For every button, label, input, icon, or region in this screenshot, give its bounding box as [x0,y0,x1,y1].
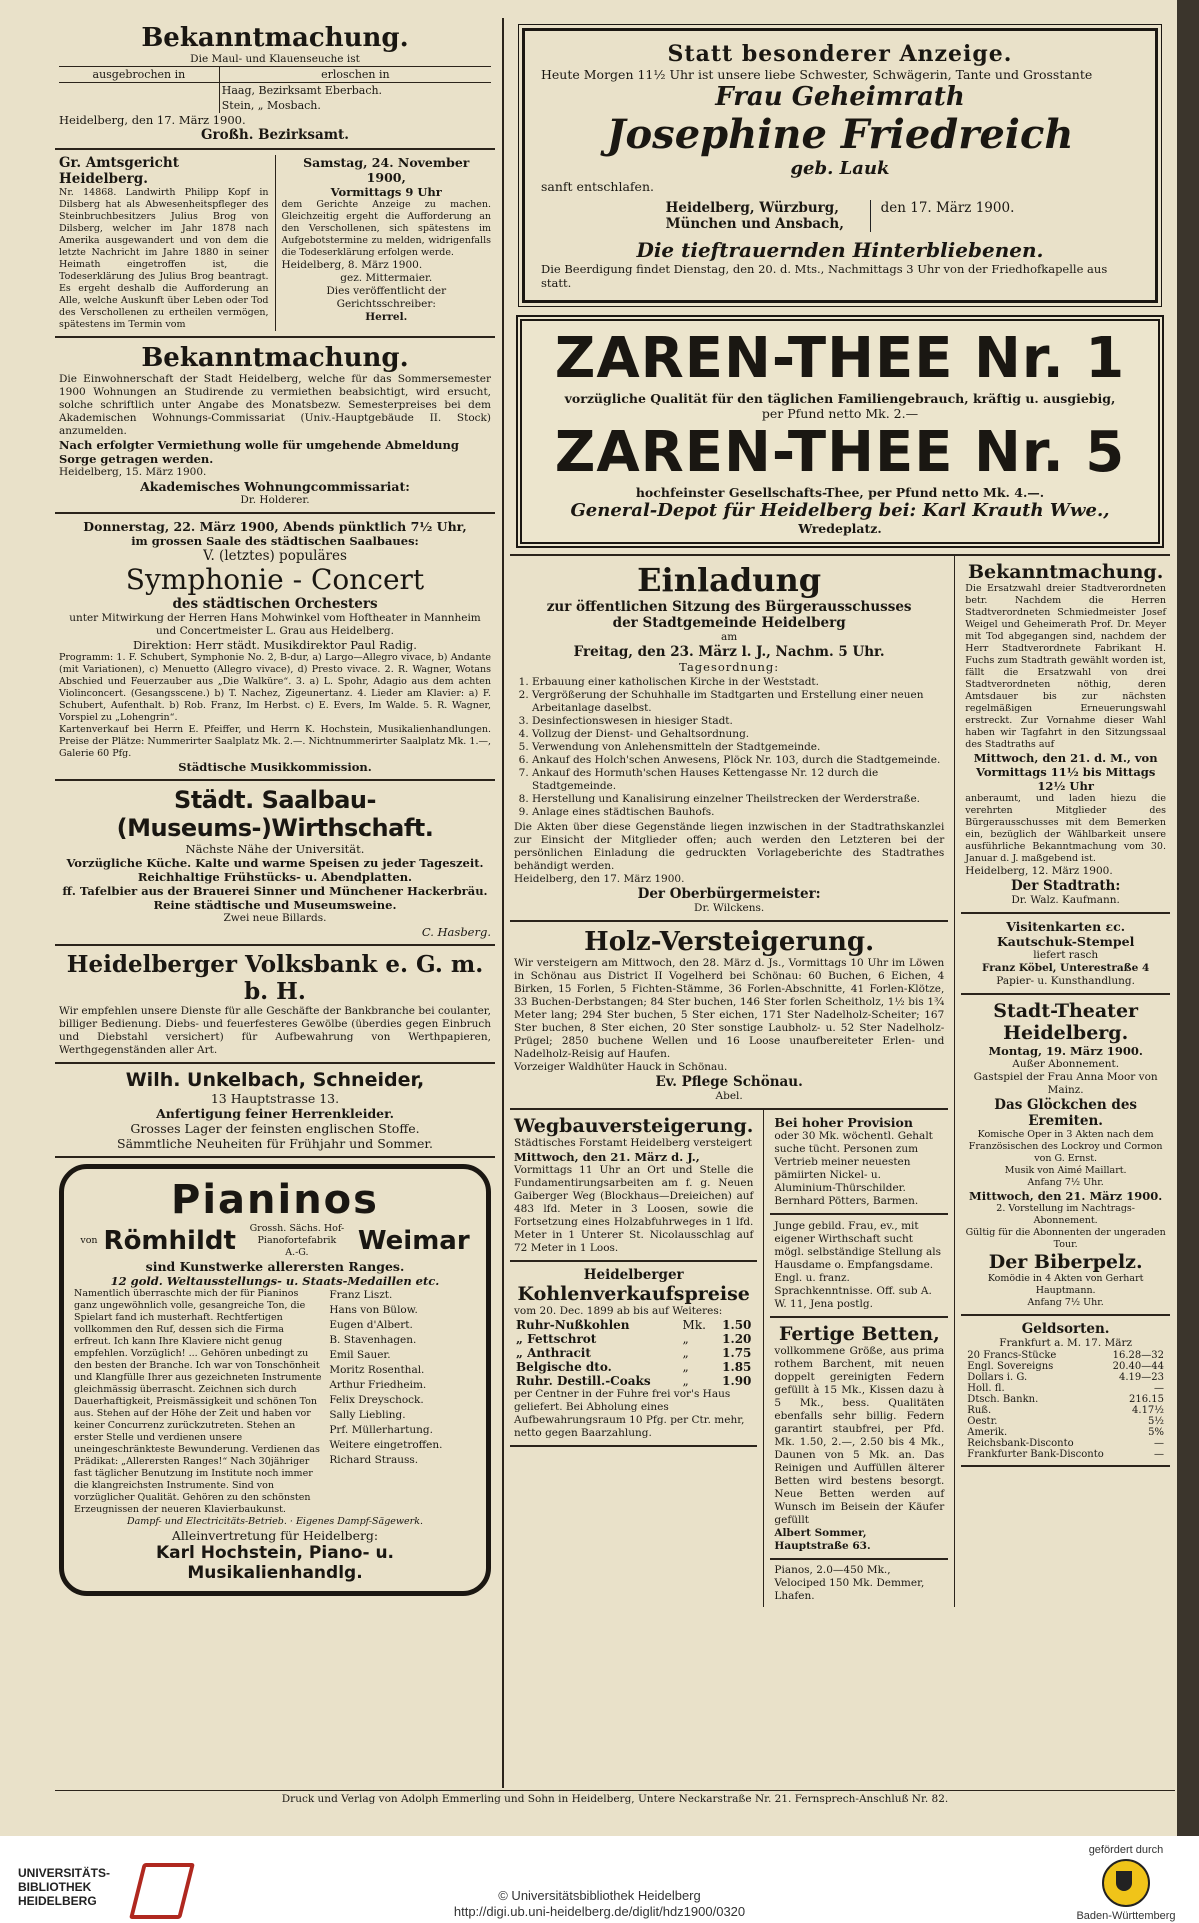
betten-title: Fertige Betten, [778,1323,940,1345]
kohlen-kind: Belgische dto. [516,1360,612,1374]
agenda-item: 7. Ankauf des Hormuth'schen Hauses Kettengasse Nr. 12 durch die Stadtgemeinde. [532,767,944,793]
maul-row2: Stein, „ Mosbach. [219,98,491,113]
pianos-name: Hans von Bülow. [329,1304,418,1316]
kohlen-unit: „ [682,1332,689,1346]
concert-sign: Städtische Musikkommission. [178,760,372,774]
maul-authority: Großh. Bezirksamt. [201,127,349,143]
kohlen-note: per Centner in der Fuhre frei vor's Haus geliefert. Bei Abholung eines Aufbewahrungsraum 10 Pfg. per Ctr. mehr, netto gegen Baarzahlung. [514,1388,745,1439]
maul-title: Bekanntmachung. [141,23,409,53]
holz-text: Wir versteigern am Mittwoch, den 28. März d. Js., Vormittags 10 Uhr im Löwen in Schönau aus District II Vogelherd bei Schönau: 60 Buchen, 6 Eichen, 4 Birken, 15 Forlen, 5 Fichten-Stämme, 36 Forlen-Abschnitte, 41 Forlen-Klötze, 33 Buchen-Derbstangen; 84 Ster buchen, 146 Ster forlen Scheitholz, 1½ bis 1¾ Meter lang; 294 Ster buchen, 5 Ster eichen, 171 Ster Nadelholz-Scheiter; 167 Ster buchen, 8 Ster eichen, 20 Ster sonstige Laubholz- u. 52 Ster Nadelholz-Prügel; 2850 buchene Wellen und 16 Loose unaufbereiteter Erlen- und Nadelholz-Reisig auf Haufen. [514,957,945,1060]
pianos-name: Emil Sauer. [329,1349,391,1361]
geld-kind: Dollars i. G. [967,1372,1028,1383]
viewer-footer [0,1836,1199,1923]
holz-signed: Abel. [715,1090,743,1102]
pianos-maker: Römhildt [103,1226,236,1256]
maul-subtitle: Die Maul- und Klauenseuche ist [190,53,360,65]
amtsgericht-signed: gez. Mittermaier. [340,272,433,284]
pianos-name: Franz Liszt. [329,1289,393,1301]
wohnung-date: Heidelberg, 15. März 1900. [59,466,207,478]
concert-karten: Kartenverkauf bei Herrn E. Pfeiffer, und Herrn K. Hochstein, Musikalienhandlungen. Preise der Plätze: Nummerirter Saalplatz Mk. 2.—. Nichtnummerirter Saalplatz Mk. 1.—, Galerie 60 Pfg. [59,724,491,759]
saalbau-title: Städt. Saalbau- (Museums-)Wirthschaft. [116,786,434,842]
geld-kind: Engl. Sovereigns [967,1361,1054,1372]
wohnung-text: Die Einwohnerschaft der Stadt Heidelberg, welche für das Sommersemester 1900 Wohnungen an Studirende zu vermiethen beabsichtigt, wird ersucht, solche schriftlich unter Angabe des Monatsbezw. Semesterpreises bei dem Akademischen Wohnungs-Commissariat (Univ.-Hauptgebäude II. Stock) anzumelden. [59,373,491,437]
einladung-l1: zur öffentlichen Sitzung des Bürgerausschusses [546,599,912,615]
geld-row [965,1416,1166,1427]
saalbau-l2: Vorzügliche Küche. Kalte und warme Speisen zu jeder Tageszeit. [66,856,484,870]
theater-play1: Das Glöckchen des Eremiten. [994,1097,1138,1129]
bek2-title: Bekanntmachung. [967,561,1164,583]
kohlen-unit: „ [682,1360,689,1374]
maul-row1: Haag, Bezirksamt Eberbach. [219,83,491,99]
amtsgericht-place-date: Heidelberg, 8. März 1900. [281,259,423,271]
visit-l4: Papier- u. Kunsthandlung. [996,975,1135,987]
zaren-desc1: vorzügliche Qualität für den täglichen Familiengebrauch, kräftig u. ausgiebig, [564,391,1116,406]
concert-programm: Programm: 1. F. Schubert, Symphonie No. 2, B-dur, a) Largo—Allegro vivace, b) Andante (mit Variationen), c) Menuetto (Allegro vivace), d) Presto vivace. 2. R. Wagner, Wotans Abschied und Feuerzauber aus „Die Walküre“. 3. a) L. Spohr, Adagio aus dem achten Violinconcert. (Gesangsscene.) b) T. Nachez, Zigeunertanz. 4. Lieder am Klavier: a) F. Schubert, Aufenthalt. b) Rob. Franz, Im Herbst. c) E. Evers, Im Walde. 5. R. Wagner, Vorspiel zu „Lohengrin“. [59,652,491,723]
agenda-item: 3. Desinfectionswesen in hiesiger Stadt. [532,715,944,728]
theater-l1: Außer Abonnement. [1012,1058,1120,1070]
geld-value: 4.17½ [1132,1405,1164,1416]
pianos-names [323,1288,476,1516]
amtsgericht-clerk: Herrel. [365,311,408,323]
schneider-addr: 13 Hauptstrasse 13. [210,1091,340,1106]
wohnung-notice [55,338,495,514]
geld-kind: Oestr. [967,1416,998,1427]
zaren-depot: General-Depot für Heidelberg bei: Karl Krauth Wwe., [570,500,1110,521]
saalbau-l5: Reine städtische und Museumsweine. [153,898,397,912]
saalbau-l3: Reichhaltige Frühstücks- u. Abendplatten. [137,870,413,884]
saalbau-l1: Nächste Nähe der Universität. [185,842,365,856]
bek2-place: Heidelberg, 12. März 1900. [965,865,1113,877]
visit-l3: Franz Köbel, Unterestraße 4 [981,962,1150,974]
theater-l4: Musik von Aimé Maillart. [1004,1165,1127,1176]
geld-row [965,1361,1166,1372]
amtsgericht-time-line: Vormittags 9 Uhr [330,185,442,199]
geld-value: 16.28—32 [1112,1350,1164,1361]
wohnung-title: Bekanntmachung. [141,343,409,373]
funder-name: Baden-Württemberg [1076,1910,1176,1922]
zaren-thee-ad [516,315,1164,548]
bek2-text: Die Ersatzwahl dreier Stadtverordneten betr. Nachdem die Herren Stadtverordneten Schmiedmeister Josef Weigel und Geheimerath Prof. Dr. Meyer mit Tod abgegangen sind, nachdem der Herr Stadtverordnete Fabrikant H. Fuchs zum Stadtrath gewählt worden ist, fällt die Ersatzwahl von drei Stadtverordneten nöthig, deren Amtsdauer bis zur nächsten regelmäßigen Erneuerungswahl erstreckt. Zur Vornahme dieser Wahl haben wir Tagfahrt in den Sitzungssaal des Stadtraths auf [965,583,1166,750]
einladung-am: am [721,631,738,643]
geld-row [965,1405,1166,1416]
einladung-l2: der Stadtgemeinde Heidelberg [612,615,846,631]
pianos-name: Moritz Rosenthal. [329,1364,425,1376]
imprint: Druck und Verlag von Adolph Emmerling und Sohn in Heidelberg, Untere Neckarstraße Nr. 21. Fernsprech-Anschluß Nr. 82. [55,1790,1175,1806]
death-notice-geb: geb. Lauk [790,158,890,179]
maul-col1: ausgebrochen in [59,67,219,83]
agenda-item: 9. Anlage eines städtischen Bauhofs. [532,806,944,819]
theater-l2: Gastspiel der Frau Anna Moor von Mainz. [973,1071,1158,1096]
wegbau-notice [510,1110,757,1262]
state-seal-icon [1102,1859,1150,1907]
visit-title: Visitenkarten ɛc. [1006,919,1126,934]
geld-value: — [1154,1449,1164,1460]
volksbank-title: Heidelberger Volksbank e. G. m. b. H. [66,951,484,1005]
right-column [510,18,1170,1607]
pianos-side-right: Eigenes Dampf-Sägewerk. [295,1516,423,1527]
theater-ad [961,995,1170,1316]
kohlen-row [514,1360,753,1374]
concert-line4: des städtischen Orchesters [172,596,378,612]
einladung-signed: Dr. Wilckens. [694,902,765,914]
maul-notice [55,18,495,150]
death-notice-mourners: Die tieftrauernden Hinterbliebenen. [636,238,1044,262]
pianos-small: Grossh. Sächs. Hof-Pianofortefabrik [249,1223,345,1246]
maul-table [59,66,491,113]
wohnung-bold: Nach erfolgter Vermiethung wolle für umgehende Abmeldung Sorge getragen werden. [59,438,459,466]
bek2-text2: anberaumt, und laden hiezu die verehrten Mitglieder des Bürgerausschusses mit dem Bemerken ein, bezüglich der Wählbarkeit unsere ausführliche Bekanntmachung vom 30. Januar d. J. maßgebend ist. [965,793,1166,864]
kohlen-row [514,1318,753,1332]
concert-title: Symphonie - Concert [125,563,425,596]
bek2-signed: Dr. Walz. Kaufmann. [1011,894,1120,906]
agenda-item: 6. Ankauf des Holch'schen Anwesens, Plöck Nr. 103, durch die Stadtgemeinde. [532,754,944,767]
kohlen-value: 1.90 [722,1374,752,1388]
amtsgericht-notice [55,150,495,338]
wegbau-date: Mittwoch, den 21. März d. J., [514,1150,700,1164]
agenda-item: 1. Erbauung einer katholischen Kirche in der Weststadt. [532,676,944,689]
geld-kind: Amerik. [967,1427,1008,1438]
geld-kind: 20 Francs-Stücke [967,1350,1057,1361]
schneider-l1: Anfertigung feiner Herrenkleider. [156,1106,394,1121]
pianos-title: Pianinos [171,1177,379,1223]
theater-l8: Komödie in 4 Akten von Gerhart Hauptmann. [987,1273,1144,1296]
kohlen-row [514,1374,753,1388]
death-notice-funeral: Die Beerdigung findet Dienstag, den 20. d. Mts., Nachmittags 3 Uhr von der Friedhofkapelle aus statt. [541,262,1108,290]
death-notice-date: den 17. März 1900. [870,200,1015,232]
kohlen-kind: „ Fettschrot [516,1332,597,1346]
kohlen-title1: Heidelberger [583,1267,684,1283]
theater-l5: Anfang 7½ Uhr. [1027,1177,1104,1188]
volksbank-ad [55,946,495,1064]
einladung-agenda-title: Tagesordnung: [679,660,780,674]
schneider-l3: Sämmtliche Neuheiten für Frühjahr und Sommer. [117,1136,433,1151]
copyright: © Universitätsbibliothek Heidelberg [498,1888,701,1903]
kohlen-title2: Kohlenverkaufspreise [517,1283,750,1305]
death-notice-name: Josephine Friedreich [606,111,1074,158]
frau-ad: Junge gebild. Frau, ev., mit eigener Wirthschaft sucht mögl. selbständige Stellung als Hausdame o. Empfangsdame. Engl. u. franz. Sprachkenntnisse. Off. sub A. W. 11, Jena postlg. [770,1215,948,1318]
holz-title: Holz-Versteigerung. [584,927,875,957]
kohlen-kind: Ruhr-Nußkohlen [516,1318,630,1332]
concert-ad [55,514,495,781]
pianos-city: Weimar [357,1226,470,1256]
pianos-ag: A.-G. [285,1247,309,1258]
theater-l3: Komische Oper in 3 Akten nach dem Französischen des Lockroy und Cormon von G. Ernst. [968,1129,1163,1164]
maul-col2: erloschen in [219,67,491,83]
pianos-name: Weitere eingetroffen. [329,1439,443,1451]
amtsgericht-title: Gr. Amtsgericht Heidelberg. [59,155,179,187]
wegbau-text: Städtisches Forstamt Heidelberg versteigert [514,1137,752,1149]
funder-logo[interactable] [1071,1844,1181,1922]
kohlen-unit: Mk. [682,1318,706,1332]
kohlen-row [514,1346,753,1360]
column-rule [502,18,504,1788]
schneider-l2: Grosses Lager der feinsten englischen Stoffe. [130,1121,420,1136]
pianos-name: Sally Liebling. [329,1409,406,1421]
kohlen-value: 1.20 [722,1332,752,1346]
theater-l9: Anfang 7½ Uhr. [1027,1297,1104,1308]
theater-title: Stadt-Theater Heidelberg. [993,1000,1139,1044]
einladung-notice [510,556,948,922]
holz-forester: Vorzeiger Waldhüter Hauck in Schönau. [514,1061,728,1073]
einladung-agenda [532,676,944,819]
agenda-item: 5. Verwendung von Anlehensmitteln der Stadtgemeinde. [532,741,944,754]
geld-kind: Holl. fl. [967,1383,1005,1394]
pianos-vertretung: Alleinvertretung für Heidelberg: [171,1528,379,1543]
theater-l6: 2. Vorstellung im Nachtrags-Abonnement. [996,1203,1136,1226]
zaren-street: Wredeplatz. [798,521,882,536]
zaren-price1: per Pfund netto Mk. 2.— [761,406,919,421]
funded-by: gefördert durch [1088,1844,1164,1856]
kohlen-kind: Ruhr. Destill.-Coaks [516,1374,651,1388]
geld-title: Geldsorten. [1021,1321,1110,1337]
schneider-ad [55,1064,495,1158]
holz-sign: Ev. Pflege Schönau. [655,1074,803,1090]
geld-row [965,1350,1166,1361]
geld-value: 5% [1148,1427,1164,1438]
theater-date1: Montag, 19. März 1900. [988,1044,1143,1058]
betten-sign: Albert Sommer, Hauptstraße 63. [774,1527,871,1552]
agenda-item: 4. Vollzug der Dienst- und Gehaltsordnung. [532,728,944,741]
betten-ad [770,1318,948,1560]
geld-value: — [1154,1438,1164,1449]
theater-play2: Der Biberpelz. [988,1251,1143,1273]
saalbau-l6: Zwei neue Billards. [223,912,327,924]
pianos-l1: sind Kunstwerke allerersten Ranges. [145,1259,405,1274]
kohlen-table [514,1318,753,1388]
concert-line2: im grossen Saale des städtischen Saalbaues: [131,534,419,548]
wohnung-signed: Dr. Holderer. [240,494,310,506]
geld-head: Frankfurt a. M. 17. März [999,1337,1133,1349]
geld-row [965,1427,1166,1438]
pianos-name: Prf. Müllerhartung. [329,1424,433,1436]
pianos-dealer: Karl Hochstein, Piano- u. Musikalienhandlg. [155,1543,395,1583]
visit-l1: Kautschuk-Stempel [996,934,1135,949]
kohlen-value: 1.75 [722,1346,752,1360]
pianos-name: B. Stavenhagen. [329,1334,417,1346]
geld-kind: Dtsch. Bankn. [967,1394,1039,1405]
concert-line3: V. (letztes) populäres [203,548,347,564]
pianos-side-left: Dampf- und Electricitäts-Betrieb. [127,1516,287,1527]
maul-date: Heidelberg, den 17. März 1900. [59,113,246,127]
concert-direction: Direktion: Herr städt. Musikdirektor Paul Radig. [133,638,417,652]
amtsgericht-date-line: Samstag, 24. November 1900, [303,155,470,185]
geld-row [965,1394,1166,1405]
page-edge [1177,0,1199,1836]
amtsgericht-text2: dem Gerichte Anzeige zu machen. Gleichzeitig ergeht die Aufforderung an den Verschollenen, sich spätestens im Aufgebotstermine zu melden, widrigenfalls die Todeserklärung erfolgen werde. [281,199,491,258]
schneider-title: Wilh. Unkelbach, Schneider, [125,1069,425,1091]
einladung-title: Einladung [637,561,822,599]
death-notice [522,28,1158,303]
death-notice-intro: Heute Morgen 11½ Uhr ist unsere liebe Schwester, Schwägerin, Tante und Grosstante [541,67,1093,82]
pianos-sale-ad: Pianos, 2.0—450 Mk., Velociped 150 Mk. Demmer, Lhafen. [774,1564,925,1602]
concert-line5: unter Mitwirkung der Herren Hans Mohwinkel vom Hoftheater in Mannheim und Concertmeister L. Grau aus Heidelberg. [69,612,481,637]
provision-title: Bei hoher Provision [774,1115,913,1130]
kohlen-value: 1.85 [722,1360,752,1374]
einladung-date: Freitag, den 23. März l. J., Nachm. 5 Uhr. [573,644,885,660]
zaren-title2: ZAREN-THEE Nr. 5 [554,420,1126,485]
betten-text: vollkommene Größe, aus prima rothem Barchent, mit neuen doppelt gereinigten Federn gefüllt à 15 Mk., Kissen dazu à 5 Mk., bess. Qualitäten ebenfalls sehr billig. Federn garantirt staubfrei, per Pfd. Mk. 1.50, 2.—, 2.50 bis 4 Mk., Daunen von 5 Mk. an. Das Reinigen und Auffüllen älterer Betten wird bestens besorgt. Neue Betten werden auf Wunsch im Beisein der Käufer gefüllt [774,1345,945,1526]
kohlen-unit: „ [682,1346,689,1360]
concert-line1: Donnerstag, 22. März 1900, Abends pünktlich 7½ Uhr, [83,519,467,534]
geld-value: 5½ [1147,1416,1164,1427]
death-notice-frau: Frau Geheimrath [715,82,965,112]
saalbau-l4: ff. Tafelbier aus der Brauerei Sinner und Münchener Hackerbräu. [62,884,488,898]
wegbau-text2: Vormittags 11 Uhr an Ort und Stelle die Fundamentirungsarbeiten am f. g. Neuen Gaiberger Weg (Blockhaus—Dreieichen) auf 483 lfd. Meter in 3 Loosen, sowie die Fortsetzung eines Holzabfuhrweges in 1 lfd. Meter in 1 Unterer St. Nicolausschlag auf 72 Meter in 1 Loos. [514,1164,754,1254]
amtsgericht-published: Dies veröffentlicht der Gerichtsschreiber: [326,285,447,310]
provision-ad [770,1110,948,1215]
library-name-l2: BIBLIOTHEK [18,1880,92,1894]
geld-value: 4.19—23 [1119,1372,1164,1383]
wohnung-office: Akademisches Wohnungcommissariat: [140,479,410,494]
geld-kind: Ruß. [967,1405,992,1416]
kohlen-row [514,1332,753,1346]
death-notice-cities: Heidelberg, Würzburg, München und Ansbach, [665,200,844,232]
library-name-l3: HEIDELBERG [18,1894,97,1908]
pianos-name: Arthur Friedheim. [329,1379,427,1391]
kohlen-value: 1.50 [722,1318,752,1332]
einladung-note: Die Akten über diese Gegenstände liegen inzwischen in der Stadtrathskanzlei zur Einsicht der Mitglieder offen; auch werden den Letzteren bei der persönlichen Einladung die gedruckten Vorlageberichte des Stadtrathes behändigt werden. [514,821,945,872]
visitenkarten-ad [961,914,1170,995]
kohlen-from: vom 20. Dec. 1899 ab bis auf Weiteres: [514,1305,723,1317]
theater-l7: Gültig für die Abonnenten der ungeraden Tour. [965,1227,1166,1250]
geld-rows [965,1350,1166,1460]
death-notice-title: Statt besonderer Anzeige. [667,41,1013,67]
saalbau-owner: C. Hasberg. [421,925,491,939]
bek2-notice [961,556,1170,914]
geld-value: 216.15 [1129,1394,1164,1405]
left-column [55,18,495,1602]
geld-row [965,1449,1166,1460]
pianos-name: Eugen d'Albert. [329,1319,413,1331]
geld-row [965,1383,1166,1394]
einladung-date2: Heidelberg, den 17. März 1900. [514,873,685,885]
amtsgericht-text: Nr. 14868. Landwirth Philipp Kopf in Dilsberg hat als Abwesenheitspfleger des Steinbruchbesitzers Julius Brog von Dilsberg, welcher im Jahr 1878 nach Amerika ausgewandert und von dem die letzte Nachricht im Jahre 1880 in seiner Heimath eingetroffen ist, die Todeserklärung des Julius Brog beantragt. Es ergeht deshalb die Aufforderung an Alle, welche Auskunft über Leben oder Tod des Verschollenen zu ertheilen vermögen, spätestens im Termin vom [59,187,269,330]
pianos-name: Felix Dreyschock. [329,1394,424,1406]
pianos-von: von [80,1235,98,1246]
geld-row [965,1372,1166,1383]
saalbau-ad [55,781,495,946]
pianos-l2: 12 gold. Weltausstellungs- u. Staats-Medaillen etc. [110,1274,440,1288]
pianos-ad: Pianinos von Römhildt Grossh. Sächs. Hof-Pianofortefabrik A.-G. Weimar sind Kunstwerke allerersten Ranges. 12 gold. Weltausstellungs- u. Staats-Medaillen etc. Namentlich überraschte mich der für Pianinos ganz ungewöhnlich volle, gesangreiche Ton, die Spielart fand ich musterhaft. Rechtfertigen vollkommen den Ruf, dessen sich die Firma erfreut. Ich kann Ihre Klaviere nicht genug empfehlen. Vorzüglich! ... Gehören unbedingt zu den besten der Branche. Ich war von Tonschönheit und Klangfülle Ihrer aus gezeichneten Instrumente gleichmässig überrascht. Zeichnen sich durch Dauerhaftigkeit, Preismässigkeit und schönen Ton aus. Stehen auf der Höhe der Zeit und haben vor keiner Concurrenz zurückzutreten. Stehen an erster Stelle und verdienen unsere uneingeschränkteste Bewunderung. Verdienen das Prädikat: „Allerersten Ranges!“ Nach 30jähriger fast täglicher Benutzung im Institute noch immer die klangreichsten Instrumente. Sind von vorzüglicher Qualität. Gehören zu den schönsten Erzeugnissen der neueren Klavierbaukunst. Franz Liszt. Hans von Bülow. Eugen d'Albert. B. Stavenhagen. Emil Sauer. Moritz Rosenthal. Arthur Friedheim. Felix Dreyschock. Sally Liebling. Prf. Müllerhartung. Weitere eingetroffen. Richard Strauss. Dampf- und Electricitäts-Betrieb. · Eigenes Dampf-Sägewerk. Alleinvertretung für Heidelberg: Karl Hochstein, Piano- u. Musikalienhandlg. [59,1164,491,1596]
zaren-title1: ZAREN-THEE Nr. 1 [554,326,1126,391]
library-name-l1: UNIVERSITÄTS- [18,1866,111,1880]
zaren-desc2: hochfeinster Gesellschafts-Thee, per Pfund netto Mk. 4.—. [635,485,1045,500]
wegbau-title: Wegbauversteigerung. [514,1115,754,1137]
permalink[interactable]: http://digi.ub.uni-heidelberg.de/diglit/hdz1900/0320 [453,1904,746,1919]
kohlen-unit: „ [682,1374,689,1388]
pianos-name: Richard Strauss. [329,1454,419,1466]
kohlen-prices [510,1262,757,1447]
kohlen-kind: „ Anthracit [516,1346,591,1360]
pianos-text: Namentlich überraschte mich der für Pianinos ganz ungewöhnlich volle, gesangreiche Ton, die Spielart fand ich musterhaft. Rechtfertigen vollkommen den Ruf, dessen sich die Firma erfreut. Ich kann Ihre Klaviere nicht genug empfehlen. Vorzüglich! ... Gehören unbedingt zu den besten der Branche. Ich war von Tonschönheit und Klangfülle Ihrer aus gezeichneten Instrumente gleichmässig überrascht. Zeichnen sich durch Dauerhaftigkeit, Preismässigkeit und schönen Ton aus. Stehen auf der Höhe der Zeit und haben vor keiner Concurrenz zurückzutreten. Stehen an erster Stelle und verdienen unsere uneingeschränkteste Bewunderung. Verdienen das Prädikat: „Allerersten Ranges!“ Nach 30jähriger fast täglicher Benutzung im Institute noch immer die klangreichsten Instrumente. Sind von vorzüglicher Qualität. Gehören zu den schönsten Erzeugnissen der neueren Klavierbaukunst. [74,1288,322,1515]
volksbank-text: Wir empfehlen unsere Dienste für alle Geschäfte der Bankbranche bei coulanter, billiger Bedienung. Diebs- und feuerfesteres Gewölbe (überdies gegen Einbruch und Diebstahl versichert) für Aufbewahrung von Werthpapieren, Werthgegenständen aller Art. [59,1005,491,1056]
visit-l2: liefert rasch [1033,949,1099,961]
holz-notice [510,922,948,1110]
bek2-date: Mittwoch, den 21. d. M., von Vormittags 11½ bis Mittags 12½ Uhr [973,751,1158,793]
theater-date2: Mittwoch, den 21. März 1900. [969,1189,1163,1203]
geldsorten-table [961,1316,1170,1467]
agenda-item: 2. Vergrößerung der Schuhhalle im Stadtgarten und Erstellung einer neuen Arbeitanlage daselbst. [532,689,944,715]
agenda-item: 8. Herstellung und Kanalisirung einzelner Theilstrecken der Werderstraße. [532,793,944,806]
geld-kind: Reichsbank-Disconto [967,1438,1074,1449]
geld-kind: Frankfurter Bank-Disconto [967,1449,1104,1460]
geld-value: — [1154,1383,1164,1394]
death-notice-died: sanft entschlafen. [541,179,654,194]
einladung-mayor: Der Oberbürgermeister: [637,886,821,902]
geld-row [965,1438,1166,1449]
geld-value: 20.40—44 [1112,1361,1164,1372]
provision-text: oder 30 Mk. wöchentl. Gehalt suche tücht. Personen zum Vertrieb meiner neuesten pämiirten Nickel- u. Aluminium-Thürschilder. Bernhard Pötters, Barmen. [774,1130,933,1207]
bek2-council: Der Stadtrath: [1010,878,1121,894]
